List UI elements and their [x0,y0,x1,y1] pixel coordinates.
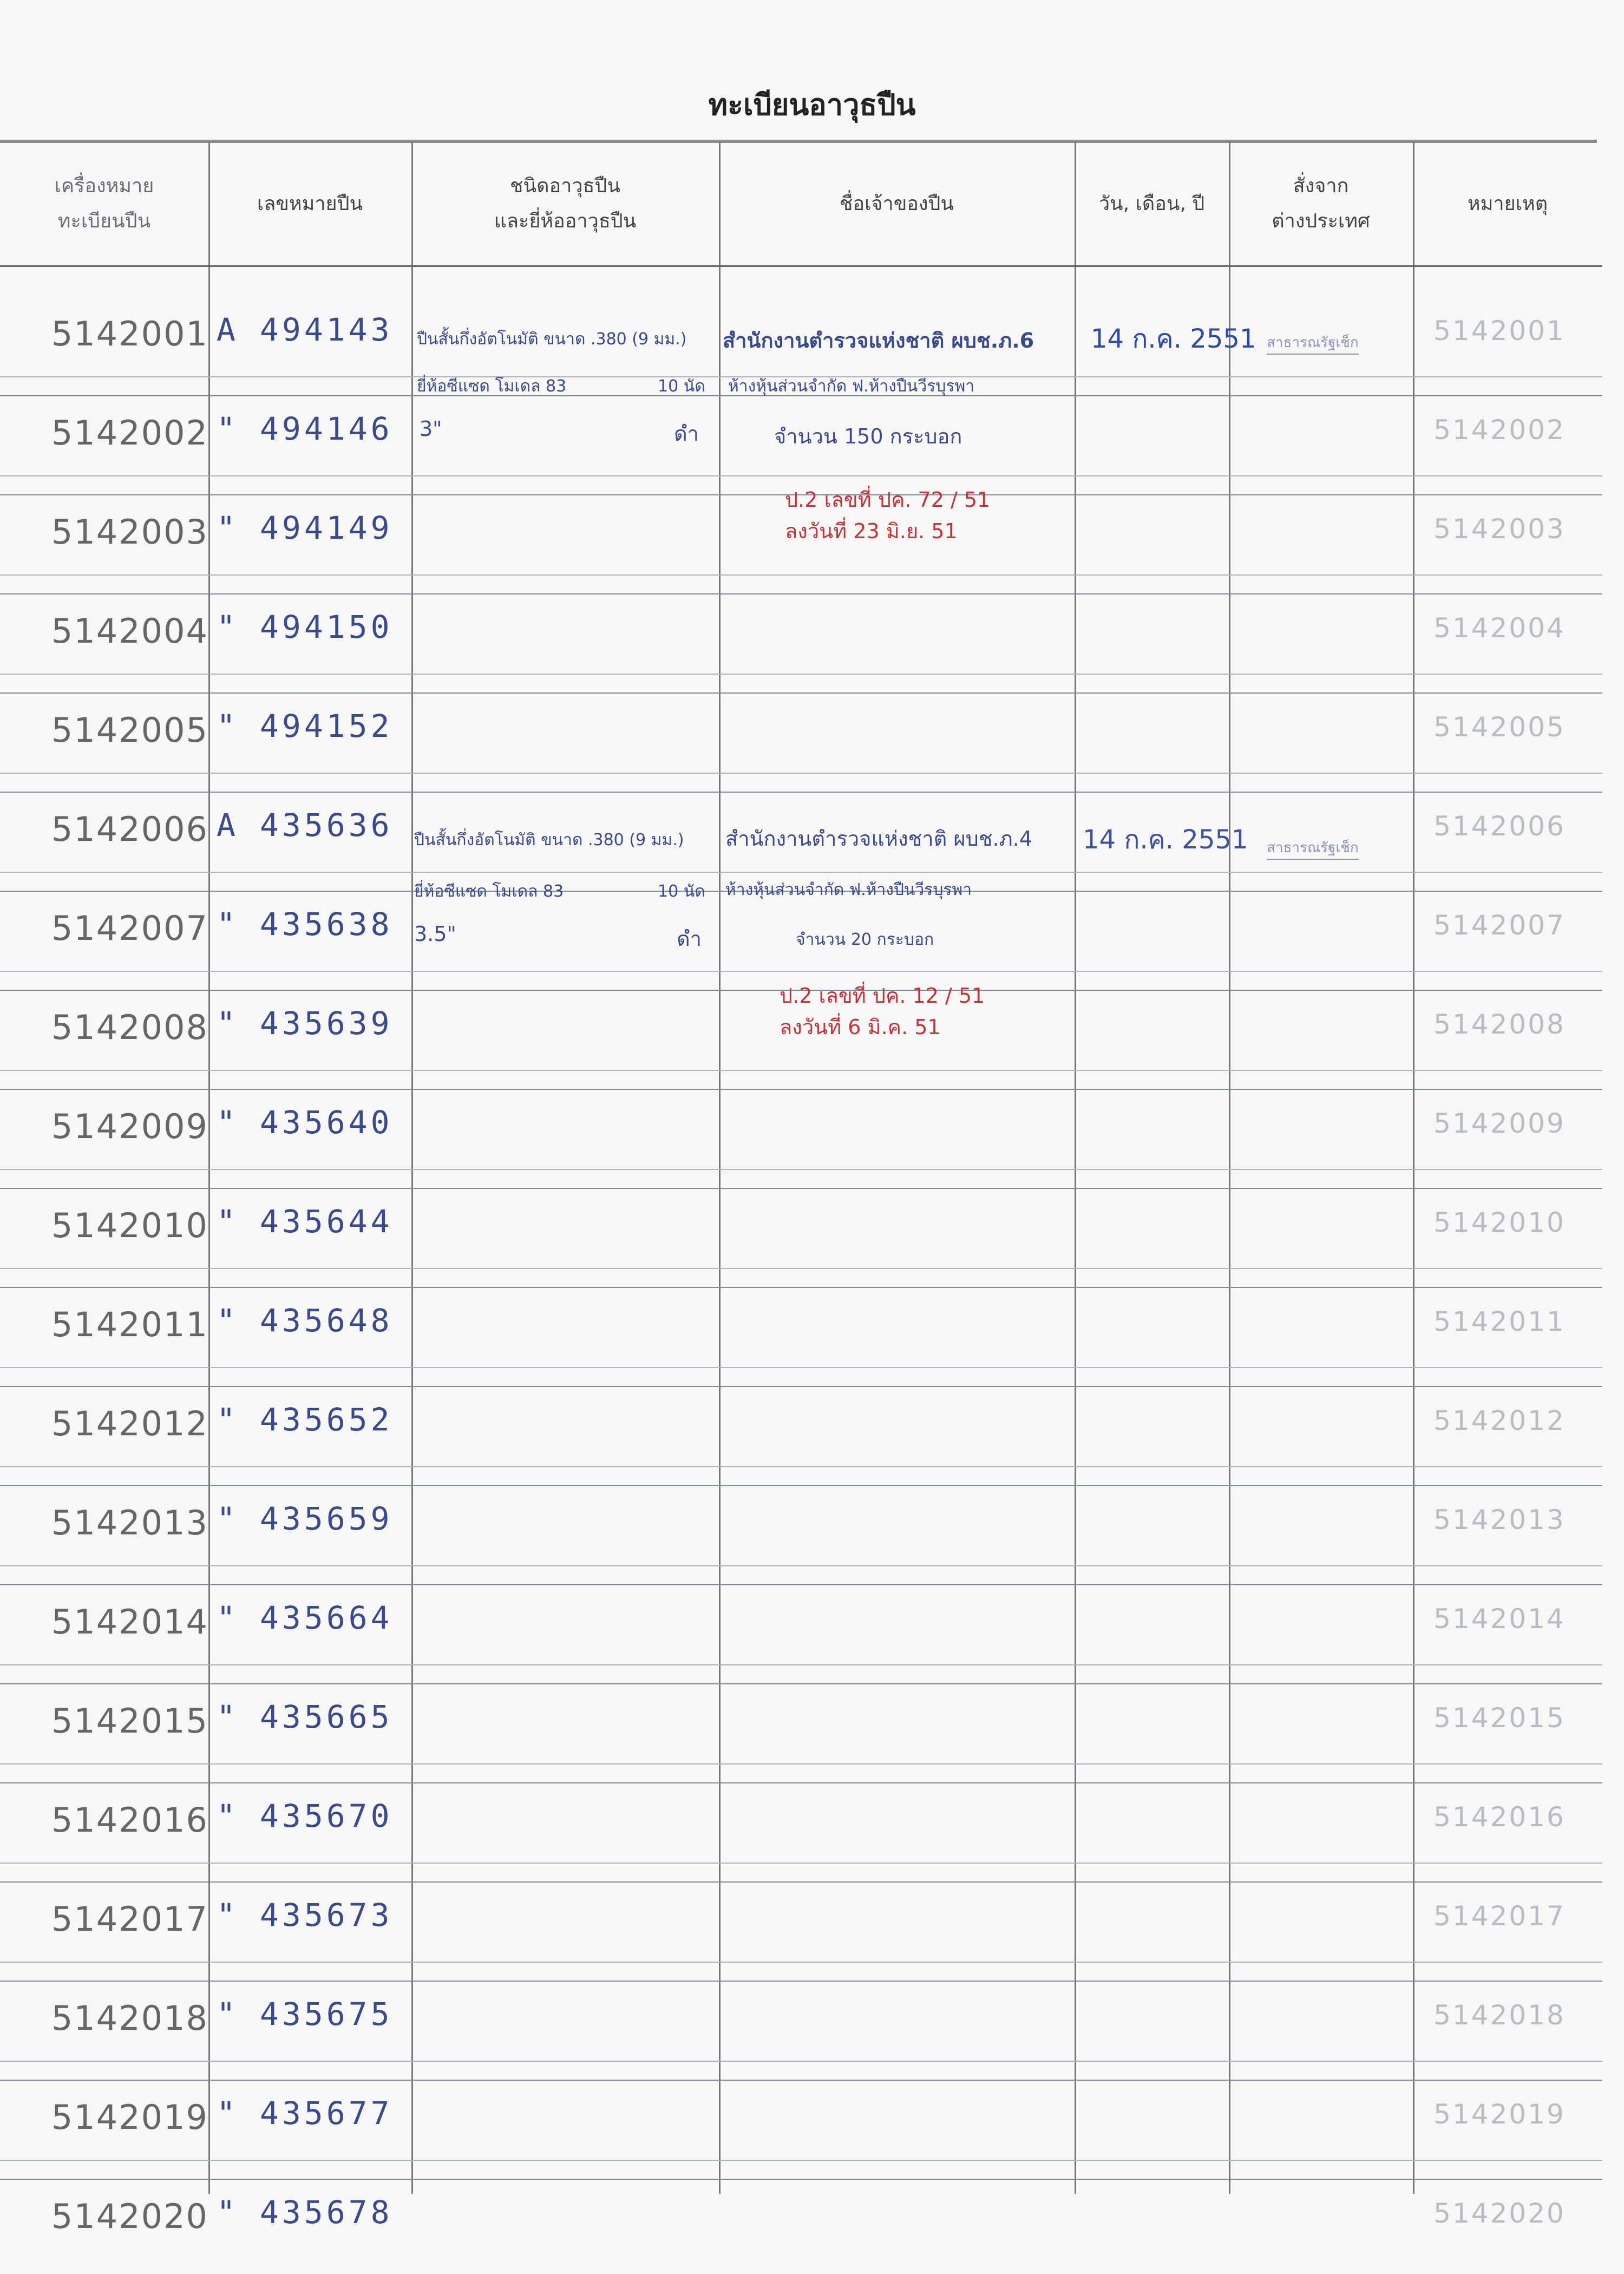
column-divider [411,142,413,2194]
entry-1-ordered-from: สาธารณรัฐเช็ก [1267,331,1359,355]
row-remark: 5142007 [1433,910,1566,941]
row-gun-number [217,1897,411,1933]
entry-2-ordered-from: สาธารณรัฐเช็ก [1267,837,1359,860]
row-gun-value: 435677 [260,2095,393,2132]
row-remark: 5142001 [1433,315,1566,347]
row-gun-value: 435675 [260,1996,393,2033]
row-serial: 5142008 [51,1008,208,1047]
entry-2-barrel: 3.5" [414,922,456,946]
row-remark: 5142014 [1433,1603,1566,1635]
entry-2-permit-date: ลงวันที่ 6 มิ.ค. 51 [780,1015,941,1039]
row-serial: 5142010 [51,1206,208,1245]
row-gun-prefix: " [217,1698,239,1735]
entry-1-quantity: จำนวน 150 กระบอก [774,424,962,448]
row-gun-value: 435665 [260,1698,393,1735]
row-gun-prefix: " [217,2194,239,2231]
row-mid-line [0,872,1602,873]
row-mid-line [0,574,1602,576]
row-line [0,593,1602,594]
row-remark: 5142010 [1433,1207,1566,1238]
row-line [0,2179,1602,2180]
row-gun-prefix: " [217,1104,239,1141]
row-gun-prefix: " [217,906,239,943]
row-gun-number [217,708,411,744]
row-serial: 5142017 [51,1899,208,1939]
column-divider [1229,142,1230,2194]
row-serial: 5142013 [51,1503,208,1543]
row-gun-prefix: " [217,1401,239,1438]
row-serial: 5142007 [51,909,208,948]
entry-2-quantity: จำนวน 20 กระบอก [796,930,934,949]
entry-1-date: 14 ก.ค. 2551 [1091,324,1256,354]
row-gun-prefix: A [217,311,239,348]
row-serial: 5142006 [51,809,208,849]
column-divider [208,142,210,2194]
row-line [0,1584,1602,1585]
entry-2-finish: ดำ [677,927,702,951]
row-remark: 5142016 [1433,1801,1566,1833]
row-gun-number [217,1698,411,1735]
row-remark: 5142017 [1433,1900,1566,1932]
row-gun-prefix: " [217,410,239,447]
row-gun-number [217,311,411,348]
row-mid-line [0,1466,1602,1467]
row-serial: 5142003 [51,512,208,552]
row-serial: 5142016 [51,1800,208,1840]
row-gun-prefix: A [217,807,239,844]
header-bottom-line [0,265,1602,267]
row-remark: 5142011 [1433,1306,1566,1337]
row-gun-value: 435640 [260,1104,393,1141]
row-gun-value: 435659 [260,1500,393,1537]
row-gun-number [217,2194,411,2231]
row-remark: 5142004 [1433,612,1566,644]
row-mid-line [0,674,1602,675]
row-remark: 5142019 [1433,2099,1566,2130]
row-gun-number [217,906,411,943]
row-serial: 5142012 [51,1404,208,1443]
row-line [0,1188,1602,1189]
row-remark: 5142013 [1433,1504,1566,1535]
row-gun-number [217,1401,411,1438]
row-gun-value: 435678 [260,2194,393,2231]
header-gun-number: เลขหมายปืน [257,192,363,215]
row-gun-prefix: " [217,1302,239,1339]
row-gun-number [217,1599,411,1636]
row-remark: 5142005 [1433,711,1566,743]
entry-1-barrel: 3" [420,417,442,441]
header-ordered-from: สั่งจาก ต่างประเทศ [1272,175,1370,232]
row-gun-value: 494152 [260,708,393,744]
row-mid-line [0,1565,1602,1566]
row-line [0,2080,1602,2081]
row-gun-number [217,509,411,546]
row-gun-number [217,1302,411,1339]
header-owner: ชื่อเจ้าของปืน [840,192,954,215]
entry-1-finish: ดำ [674,422,699,446]
row-gun-value: 435639 [260,1005,393,1042]
row-line [0,1782,1602,1783]
row-gun-prefix: " [217,609,239,645]
row-serial: 5142019 [51,2097,208,2137]
row-serial: 5142018 [51,1998,208,2038]
entry-1-type-line2: ยี่ห้อซีแซด โมเดล 83 [417,377,567,396]
row-gun-value: 494143 [260,311,393,348]
row-gun-number [217,1798,411,1834]
row-line [0,792,1602,793]
row-line [0,1287,1602,1288]
row-gun-number [217,1500,411,1537]
row-line [0,1981,1602,1982]
row-serial: 5142020 [51,2197,208,2236]
row-gun-number [217,1996,411,2033]
row-serial: 5142014 [51,1602,208,1642]
row-remark: 5142015 [1433,1702,1566,1734]
row-remark: 5142006 [1433,811,1566,842]
header-serial: เครื่องหมาย ทะเบียนปืน [54,175,154,232]
row-gun-value: 435636 [260,807,393,844]
row-mid-line [0,1268,1602,1269]
row-gun-value: 494150 [260,609,393,645]
row-remark: 5142012 [1433,1405,1566,1436]
row-gun-number [217,1005,411,1042]
row-serial: 5142004 [51,611,208,651]
row-remark: 5142020 [1433,2198,1566,2229]
row-serial: 5142001 [51,314,208,354]
entry-1-permit-no: ป.2 เลขที่ ปค. 72 / 51 [785,488,991,512]
row-mid-line [0,1863,1602,1864]
row-gun-value: 435673 [260,1897,393,1933]
row-mid-line [0,1070,1602,1071]
row-gun-prefix: " [217,1005,239,1042]
row-line [0,1881,1602,1883]
row-gun-value: 494149 [260,509,393,546]
row-serial: 5142015 [51,1701,208,1741]
row-gun-prefix: " [217,1599,239,1636]
row-gun-number [217,609,411,645]
entry-1-permit-date: ลงวันที่ 23 มิ.ย. 51 [785,519,958,543]
column-divider [719,142,721,2194]
header-date: วัน, เดือน, ปี [1098,192,1205,215]
row-remark: 5142018 [1433,1999,1566,2031]
row-gun-number [217,807,411,844]
entry-2-owner-line2: ห้างหุ้นส่วนจำกัด ฟ.ห้างปืนวีรบุรพา [725,880,972,899]
row-serial: 5142005 [51,710,208,750]
row-gun-prefix: " [217,1500,239,1537]
row-gun-value: 435644 [260,1203,393,1240]
row-remark: 5142008 [1433,1009,1566,1040]
row-gun-prefix: " [217,2095,239,2132]
row-gun-prefix: " [217,1996,239,2033]
row-line [0,1089,1602,1090]
row-mid-line [0,2061,1602,2062]
row-mid-line [0,1367,1602,1368]
entry-2-owner-line1: สำนักงานตำรวจแห่งชาติ ผบช.ภ.4 [725,827,1032,851]
row-mid-line [0,1169,1602,1170]
row-mid-line [0,1962,1602,1963]
entry-1-owner-line1: สำนักงานตำรวจแห่งชาติ ผบช.ภ.6 [723,329,1034,352]
row-gun-prefix: " [217,1798,239,1834]
row-gun-number [217,410,411,447]
entry-2-shots: 10 นัด [658,882,705,901]
entry-2-permit-no: ป.2 เลขที่ ปค. 12 / 51 [780,984,985,1008]
entry-2-type-line1: ปืนสั้นกึ่งอัตโนมัติ ขนาด .380 (9 มม.) [414,831,684,850]
row-gun-number [217,1203,411,1240]
row-line [0,1386,1602,1387]
row-serial: 5142002 [51,413,208,453]
row-gun-value: 494146 [260,410,393,447]
row-mid-line [0,971,1602,972]
row-remark: 5142003 [1433,513,1566,545]
row-serial: 5142009 [51,1107,208,1146]
row-mid-line [0,475,1602,476]
entry-1-owner-line2: ห้างหุ้นส่วนจำกัด ฟ.ห้างปืนวีรบุรพา [728,377,975,396]
row-gun-value: 435648 [260,1302,393,1339]
row-mid-line [0,2160,1602,2161]
row-line [0,692,1602,694]
entry-1-shots: 10 นัด [658,377,705,396]
column-divider [1075,142,1076,2194]
row-gun-prefix: " [217,1203,239,1240]
row-serial: 5142011 [51,1305,208,1344]
entry-2-type-line2: ยี่ห้อซีแซด โมเดล 83 [414,882,564,901]
column-divider [1413,142,1415,2194]
row-line [0,1485,1602,1486]
row-gun-value: 435670 [260,1798,393,1834]
row-gun-prefix: " [217,708,239,744]
row-line [0,1683,1602,1684]
row-gun-prefix: " [217,1897,239,1933]
page-title: ทะเบียนอาวุธปืน [708,88,916,122]
row-remark: 5142009 [1433,1108,1566,1139]
row-gun-number [217,2095,411,2132]
row-gun-value: 435664 [260,1599,393,1636]
row-gun-value: 435638 [260,906,393,943]
row-mid-line [0,1664,1602,1665]
row-mid-line [0,1763,1602,1765]
row-remark: 5142002 [1433,414,1566,446]
row-gun-value: 435652 [260,1401,393,1438]
header-remark: หมายเหตุ [1467,192,1548,215]
entry-1-type-line1: ปืนสั้นกึ่งอัตโนมัติ ขนาด .380 (9 มม.) [417,330,687,349]
row-gun-prefix: " [217,509,239,546]
row-mid-line [0,773,1602,774]
entry-2-date: 14 ก.ค. 2551 [1083,825,1248,855]
row-gun-number [217,1104,411,1141]
header-type: ชนิดอาวุธปืน และยี่ห้ออาวุธปืน [494,175,637,232]
